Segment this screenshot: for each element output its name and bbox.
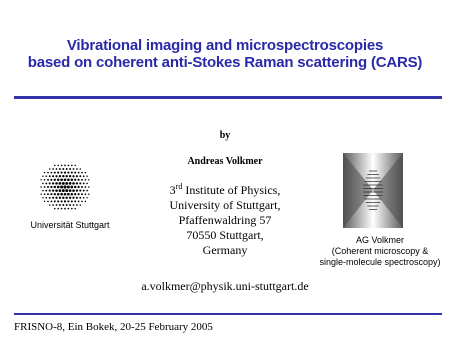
logo-dot <box>57 200 59 202</box>
logo-dot <box>45 190 47 192</box>
logo-dot <box>54 193 56 195</box>
logo-dot <box>61 200 63 202</box>
logo-dot <box>67 178 70 181</box>
logo-dot <box>85 172 86 173</box>
logo-dot <box>60 193 63 196</box>
logo-dot <box>86 190 88 192</box>
logo-dot <box>64 178 67 181</box>
logo-dot <box>42 183 44 185</box>
logo-dot <box>62 189 65 192</box>
logo-dot <box>49 175 51 177</box>
logo-dot <box>69 168 71 170</box>
logo-dot <box>59 204 61 206</box>
university-caption: Universität Stuttgart <box>30 220 110 230</box>
logo-dot <box>59 168 61 170</box>
logo-dot <box>74 172 76 174</box>
logo-dot <box>67 186 70 189</box>
institute-name: Institute of Physics, <box>182 183 281 197</box>
address-line-1 <box>150 183 300 198</box>
logo-dot <box>44 172 45 173</box>
logo-dot <box>57 179 60 182</box>
logo-dot <box>66 204 68 206</box>
logo-dot <box>73 168 75 170</box>
logo-dot <box>49 182 51 184</box>
footer-conference: FRISNO-8, Ein Bokek, 20-25 February 2005 <box>14 321 213 333</box>
logo-dot <box>79 190 81 192</box>
logo-dot <box>45 182 47 184</box>
logo-dot <box>59 182 62 185</box>
logo-dot <box>61 172 63 174</box>
cars-image <box>343 153 403 228</box>
logo-dot <box>59 189 62 192</box>
logo-dot <box>67 193 70 196</box>
logo-dot <box>47 179 49 181</box>
logo-dot <box>42 190 44 192</box>
logo-dot <box>74 193 76 195</box>
address-line-5: Germany <box>202 243 248 257</box>
logo-dot <box>52 168 54 170</box>
logo-dot <box>73 204 75 206</box>
logo-dot <box>62 182 65 185</box>
logo-dot <box>55 182 58 185</box>
title-line-2: based on coherent anti-Stokes Raman scattering (CARS) <box>27 54 423 71</box>
logo-dot <box>62 175 64 177</box>
logo-dot <box>59 197 61 199</box>
logo-dot <box>51 201 53 203</box>
logo-dot <box>54 208 56 210</box>
logo-dot <box>56 168 58 170</box>
logo-dot <box>72 189 75 192</box>
logo-dot <box>64 193 67 196</box>
logo-dot <box>56 204 58 206</box>
logo-dot <box>57 165 59 167</box>
logo-dot <box>71 172 73 174</box>
logo-dot <box>49 190 51 192</box>
logo-dot <box>81 179 83 181</box>
logo-dot <box>88 179 89 180</box>
logo-dot <box>68 208 70 210</box>
logo-dot <box>62 168 64 170</box>
logo-dot <box>86 175 87 176</box>
logo-dot <box>81 172 83 174</box>
logo-dot <box>49 204 51 206</box>
logo-dot <box>47 193 49 195</box>
logo-dot <box>52 189 54 191</box>
logo-dot <box>76 189 78 191</box>
logo-dot <box>79 175 81 177</box>
university-logo <box>30 160 100 215</box>
group-caption-line-2: (Coherent microscopy & <box>331 246 429 256</box>
logo-dot <box>71 208 73 210</box>
logo-dot <box>54 179 56 181</box>
logo-dot <box>68 165 70 167</box>
logo-dot <box>86 183 88 185</box>
group-caption <box>305 235 450 268</box>
logo-dot <box>74 179 76 181</box>
logo-dot <box>77 186 79 188</box>
logo-dot <box>67 200 69 202</box>
logo-dot <box>66 168 68 170</box>
logo-dot <box>64 200 66 202</box>
logo-dot <box>80 168 82 170</box>
logo-dot <box>85 201 86 202</box>
logo-dot <box>86 197 87 198</box>
institute-ordinal: rd <box>175 182 183 191</box>
logo-dot <box>76 175 78 177</box>
address-line-2: University of Stuttgart, <box>169 198 281 212</box>
logo-dot <box>50 193 52 195</box>
logo-dot <box>51 172 53 174</box>
logo-dot <box>72 175 74 177</box>
logo-dot <box>74 208 76 210</box>
logo-dot <box>81 201 83 203</box>
logo-dot <box>54 186 56 188</box>
logo-dot <box>61 208 63 210</box>
logo-dot <box>78 172 80 174</box>
logo-dot <box>57 193 60 196</box>
logo-dot <box>44 201 45 202</box>
logo-dot <box>54 172 56 174</box>
logo-dot <box>83 175 85 177</box>
logo-dot <box>63 185 66 188</box>
logo-dot <box>49 168 51 170</box>
title-line-1: Vibrational imaging and microspectroscopies <box>66 37 384 54</box>
logo-dot <box>65 182 68 185</box>
address-line-4: 70550 Stuttgart, <box>186 228 264 242</box>
logo-dot <box>88 193 89 194</box>
logo-dot <box>76 197 78 199</box>
author-name: Andreas Volkmer <box>187 156 263 167</box>
logo-dot <box>74 165 76 167</box>
logo-dot <box>40 186 42 188</box>
logo-dot <box>47 186 49 188</box>
logo-dot <box>61 165 63 167</box>
logo-dot <box>85 179 87 181</box>
logo-dot <box>55 175 57 177</box>
logo-dot <box>64 208 66 210</box>
logo-dot <box>59 175 61 177</box>
logo-dot <box>80 204 82 206</box>
logo-dot <box>74 200 76 202</box>
logo-dot <box>83 190 85 192</box>
logo-dot <box>65 197 67 199</box>
logo-dot <box>88 186 90 188</box>
bottom-divider <box>14 313 442 315</box>
logo-dot <box>45 175 47 177</box>
institute-number: 3 <box>169 183 176 197</box>
by-label: by <box>219 130 231 141</box>
logo-dot <box>45 197 47 199</box>
logo-dot <box>71 200 73 202</box>
logo-dot <box>54 200 56 202</box>
address-line-3: Pfaffenwaldring 57 <box>178 213 272 227</box>
logo-dot <box>81 186 83 188</box>
logo-dot <box>76 204 78 206</box>
logo-dot <box>71 179 74 182</box>
logo-dot <box>67 172 69 174</box>
logo-dot <box>71 165 73 167</box>
logo-dot <box>79 197 81 199</box>
logo-dot <box>83 182 85 184</box>
logo-dot <box>62 204 64 206</box>
logo-dot <box>79 182 81 184</box>
logo-dot <box>60 178 63 181</box>
logo-dot <box>69 204 71 206</box>
logo-dot <box>40 179 41 180</box>
logo-dot <box>76 182 78 184</box>
logo-dot <box>64 165 66 167</box>
logo-dot <box>57 208 59 210</box>
top-divider <box>14 96 442 99</box>
logo-dot <box>42 175 43 176</box>
logo-dot <box>69 175 71 177</box>
logo-dot <box>78 193 80 195</box>
logo-dot <box>54 165 56 167</box>
logo-dot <box>65 175 67 177</box>
logo-dot <box>85 193 87 195</box>
logo-dot <box>72 182 75 185</box>
logo-dot <box>71 193 74 196</box>
logo-dot <box>57 172 59 174</box>
logo-dot <box>52 175 54 177</box>
logo-dot <box>62 197 64 199</box>
institute-address <box>150 183 300 258</box>
logo-dot <box>65 189 68 192</box>
logo-dot <box>44 186 46 188</box>
email-address[interactable]: a.volkmer@physik.uni-stuttgart.de <box>141 279 309 293</box>
logo-dot <box>78 201 80 203</box>
logo-dot <box>81 193 83 195</box>
logo-dot <box>52 182 54 184</box>
group-caption-line-1: AG Volkmer <box>355 235 404 245</box>
logo-dot <box>50 186 52 188</box>
logo-dot <box>57 186 60 189</box>
logo-dot <box>69 182 72 185</box>
logo-dot <box>78 179 80 181</box>
logo-dot <box>50 179 52 181</box>
logo-dot <box>83 197 85 199</box>
logo-dot <box>55 197 57 199</box>
group-caption-line-3: single-molecule spectroscopy) <box>319 257 441 267</box>
logo-dot <box>55 189 58 192</box>
logo-dot <box>70 186 73 189</box>
logo-dot <box>52 204 54 206</box>
logo-dot <box>72 197 74 199</box>
logo-dot <box>76 168 78 170</box>
logo-dot <box>47 201 49 203</box>
logo-dot <box>69 189 72 192</box>
logo-dot <box>74 186 76 188</box>
logo-dot <box>52 197 54 199</box>
logo-dot <box>85 186 87 188</box>
logo-dot <box>44 179 46 181</box>
logo-dot <box>64 172 66 174</box>
logo-dot <box>42 197 43 198</box>
logo-dot <box>49 197 51 199</box>
logo-dot <box>69 197 71 199</box>
logo-dot <box>44 193 46 195</box>
logo-dot <box>47 172 49 174</box>
logo-dot <box>60 186 63 189</box>
logo-dot <box>40 193 41 194</box>
